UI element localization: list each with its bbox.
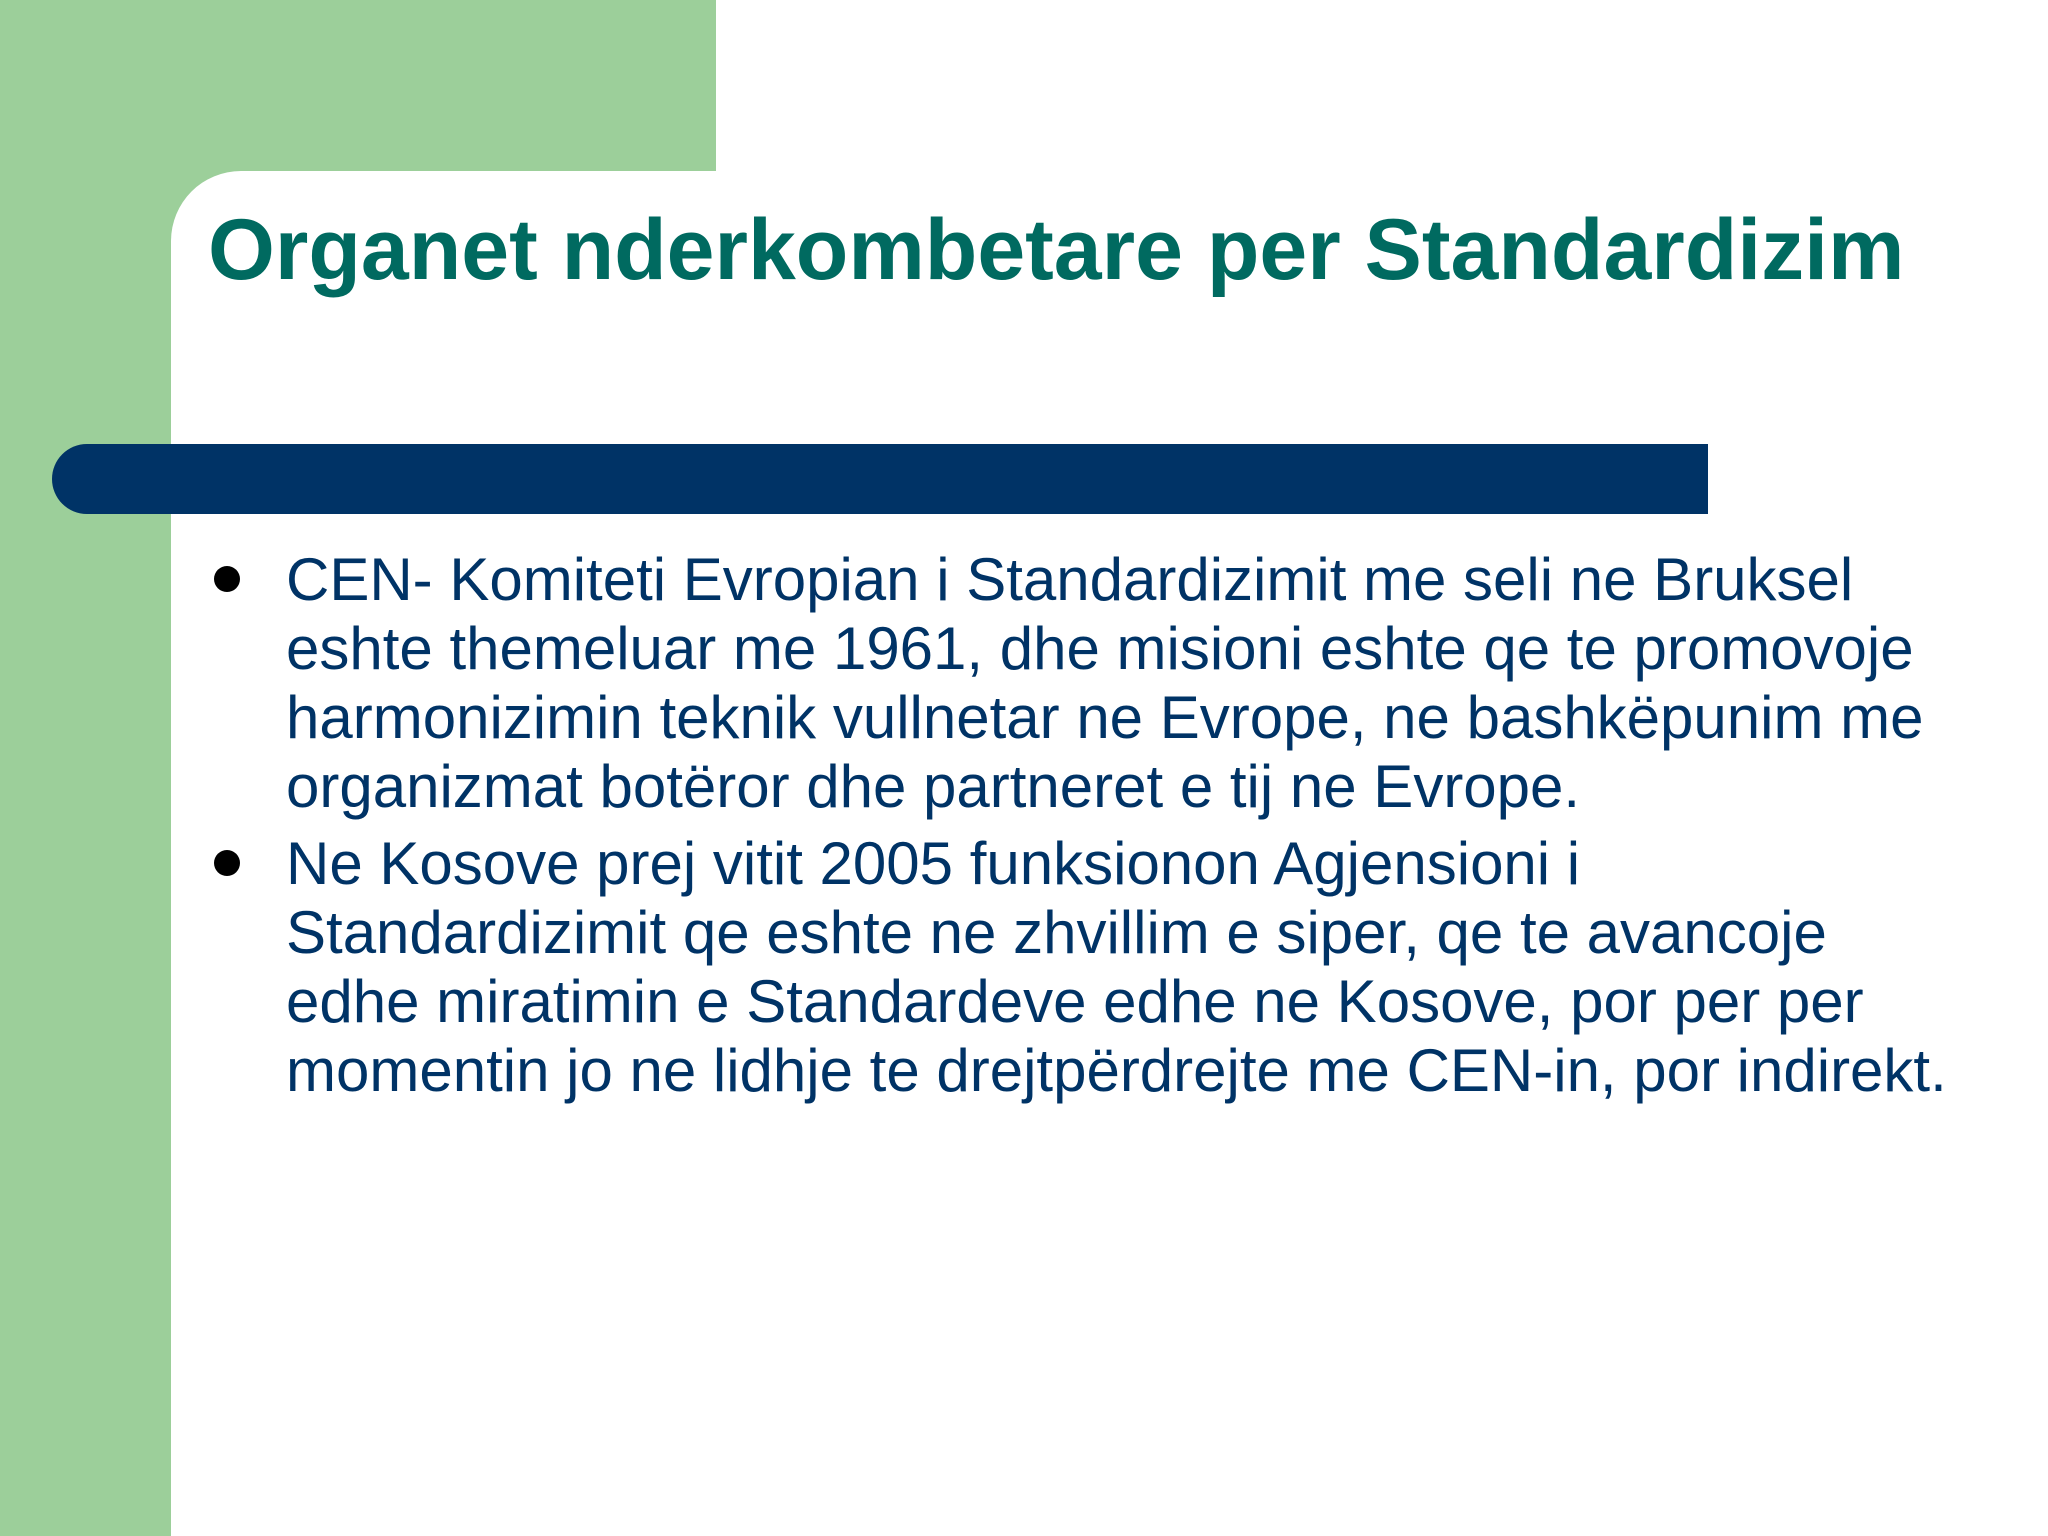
- green-side-band: [0, 0, 171, 1536]
- slide-title: Organet nderkombetare per Standardizim: [208, 202, 1905, 298]
- bullet-dot-icon: [214, 850, 240, 876]
- bullet-list: [208, 545, 1968, 1113]
- bullet-text: Ne Kosove prej vitit 2005 funksionon Agjensioni i Standardizimit qe eshte ne zhvillim e siper, qe te avancoje edhe miratimin e Standardeve edhe ne Kosove, por per per momentin jo ne lidhje te drejtpërdrejte me CEN-in, por indirekt.: [286, 830, 1947, 1104]
- bullet-item: [208, 545, 1968, 821]
- bullet-text: CEN- Komiteti Evropian i Standardizimit me seli ne Bruksel eshte themeluar me 1961, dhe misioni eshte qe te promovoje harmonizimin teknik vullnetar ne Evrope, ne bashkëpunim me organizmat botëror dhe partneret e tij ne Evrope.: [286, 546, 1924, 820]
- bullet-item: [208, 829, 1968, 1105]
- green-top-band: [0, 0, 716, 171]
- title-divider-bar: [52, 444, 1708, 514]
- bullet-dot-icon: [214, 566, 240, 592]
